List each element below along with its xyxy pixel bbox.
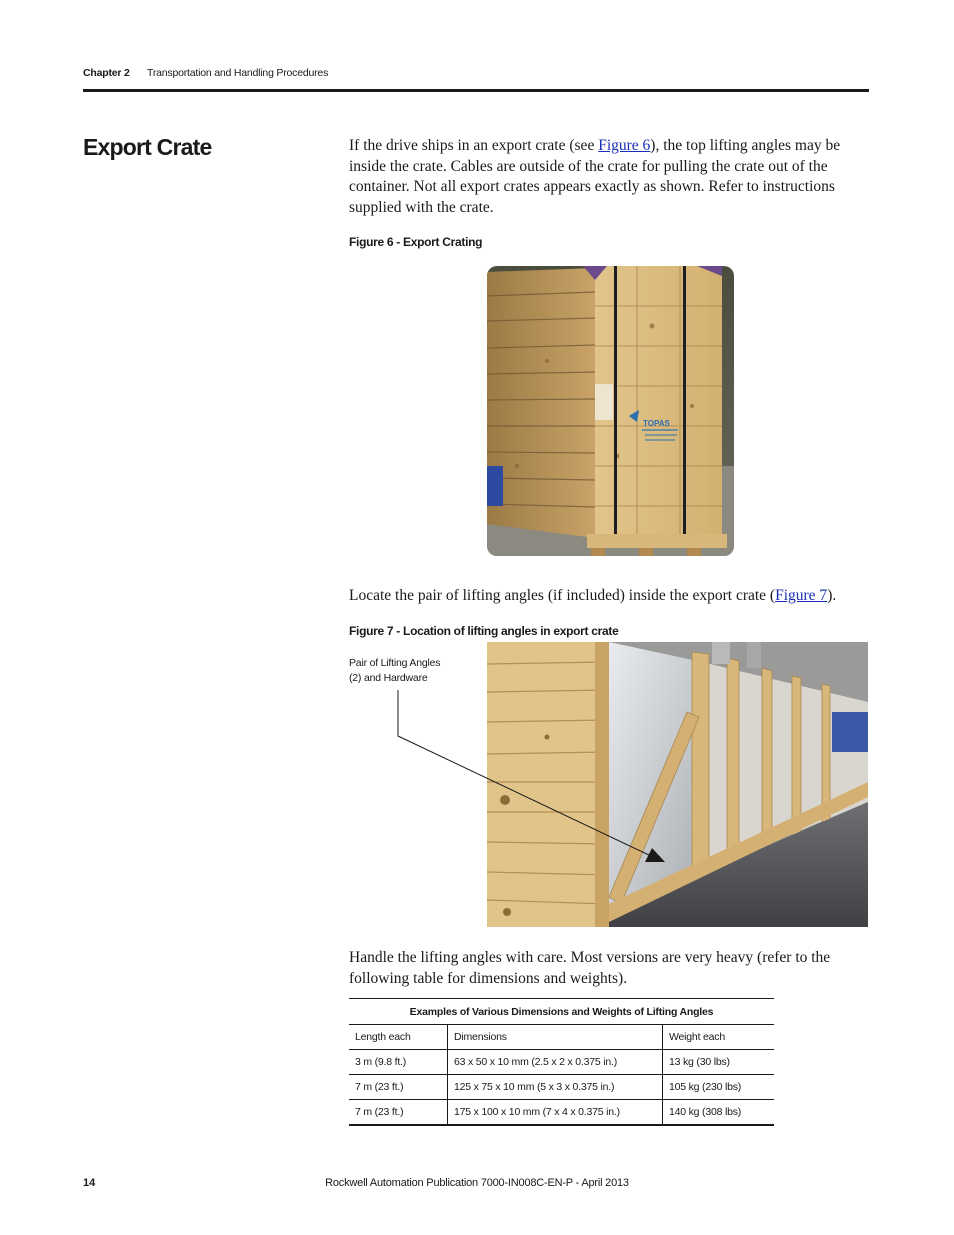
publication-info: Rockwell Automation Publication 7000-IN008C-EN-P - April 2013 — [325, 1177, 629, 1189]
table-cell: 105 kg (230 lbs) — [663, 1075, 775, 1100]
table-row — [349, 1050, 774, 1075]
locate-text-after: ). — [827, 587, 837, 604]
locate-text-before: Locate the pair of lifting angles (if included) inside the export crate ( — [349, 587, 776, 604]
callout-label-line1: Pair of Lifting Angles — [349, 657, 441, 669]
figure-7-link[interactable]: Figure 7 — [775, 587, 828, 604]
table-caption: Examples of Various Dimensions and Weights of Lifting Angles — [349, 999, 774, 1025]
table-cell: 7 m (23 ft.) — [349, 1100, 448, 1126]
header-chapter: Chapter 2 — [83, 67, 130, 79]
table-header-dimensions: Dimensions — [448, 1025, 663, 1050]
header-rule — [83, 89, 869, 92]
crate-stencil-text: TOPAS — [643, 419, 670, 428]
table-header-row — [349, 1025, 774, 1050]
callout-label-line2: (2) and Hardware — [349, 672, 428, 684]
intro-text-before: If the drive ships in an export crate (see — [349, 137, 599, 154]
export-crate-photo — [487, 266, 734, 556]
table-header-length: Length each — [349, 1025, 448, 1050]
table-header-weight: Weight each — [663, 1025, 775, 1050]
table-cell: 125 x 75 x 10 mm (5 x 3 x 0.375 in.) — [448, 1075, 663, 1100]
section-title: Export Crate — [83, 134, 212, 160]
table-cell: 63 x 50 x 10 mm (2.5 x 2 x 0.375 in.) — [448, 1050, 663, 1075]
handling-paragraph: Handle the lifting angles with care. Most versions are very heavy (refer to the following table for dimensions and weights). — [349, 949, 831, 987]
page-number: 14 — [83, 1177, 96, 1189]
table-row — [349, 1075, 774, 1100]
table-cell: 3 m (9.8 ft.) — [349, 1050, 448, 1075]
table-cell: 175 x 100 x 10 mm (7 x 4 x 0.375 in.) — [448, 1100, 663, 1126]
figure-6-caption: Figure 6 - Export Crating — [349, 235, 483, 249]
table-cell: 140 kg (308 lbs) — [663, 1100, 775, 1126]
table-cell: 7 m (23 ft.) — [349, 1075, 448, 1100]
header-title: Transportation and Handling Procedures — [147, 67, 329, 79]
figure-7-caption: Figure 7 - Location of lifting angles in export crate — [349, 624, 619, 638]
locate-paragraph — [349, 586, 869, 607]
table-cell: 13 kg (30 lbs) — [663, 1050, 775, 1075]
figure-6-link[interactable]: Figure 6 — [598, 137, 651, 154]
intro-paragraph — [349, 136, 869, 218]
callout-leader-line — [349, 640, 679, 870]
lifting-angles-table — [349, 998, 774, 1126]
table-row — [349, 1100, 774, 1126]
intro-text-after: ), the top lifting angles may be inside the crate. Cables are outside of the crate for pulling the crate out of the container. Not all export crates appears exactly as shown. Refer to instructions supplied with the crate. — [349, 137, 841, 216]
